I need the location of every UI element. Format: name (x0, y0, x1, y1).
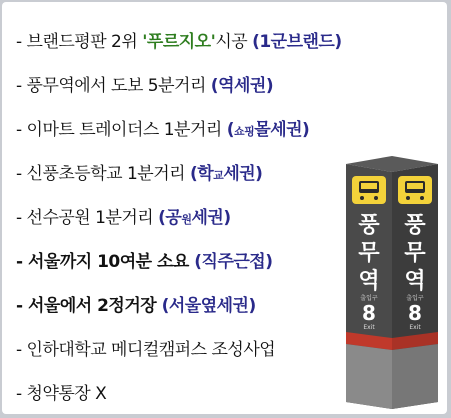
item-text: - 이마트 트레이더스 1분거리 (16, 120, 227, 140)
item-campus (16, 335, 275, 360)
exit-word: Exit (363, 324, 375, 331)
item-text: - 인하대학교 메디컬캠퍼스 조성사업 (16, 340, 276, 360)
station-char: 풍 (358, 213, 380, 238)
item-emart (16, 115, 309, 140)
item-seoul-stops (16, 291, 256, 316)
item-text: - 풍무역에서 도보 5분거리 (16, 76, 211, 96)
item-text: - 청약통장 X (16, 384, 107, 404)
item-tag: (서울옆세권) (161, 296, 256, 316)
item-station (16, 71, 273, 96)
item-brand (16, 27, 342, 52)
station-char: 역 (404, 269, 426, 294)
exit-label: 출입구 (406, 295, 424, 302)
item-tag: (학교세권) (189, 164, 263, 184)
brand-name: '푸르지오' (142, 32, 216, 52)
sign-base-right (392, 344, 438, 409)
exit-label: 출입구 (360, 295, 378, 302)
item-text: - 서울에서 2정거장 (16, 296, 162, 316)
train-icon (398, 176, 432, 204)
item-text: 시공 (215, 32, 253, 52)
item-tag: (역세권) (210, 76, 274, 96)
station-char: 풍 (404, 213, 426, 238)
item-park (16, 203, 231, 228)
train-icon (352, 176, 386, 204)
item-tag: (직주근접) (194, 252, 273, 272)
item-tag: (공원세권) (158, 208, 231, 228)
item-text: - 선수공원 1분거리 (16, 208, 159, 228)
item-text: - 서울까지 10여분 소요 (16, 252, 195, 272)
item-text: - 신풍초등학교 1분거리 (16, 164, 190, 184)
station-char: 무 (358, 241, 380, 266)
exit-number: 8 (362, 301, 376, 325)
sign-base-left (346, 344, 392, 409)
item-seoul-time (16, 247, 273, 272)
exit-number: 8 (408, 301, 422, 325)
station-char: 역 (358, 269, 380, 294)
station-exit-sign (342, 154, 442, 412)
item-tag: (1군브랜드) (252, 32, 342, 52)
item-text: - 브랜드평판 2위 (16, 32, 143, 52)
item-subscription (16, 379, 106, 404)
station-char: 무 (404, 241, 426, 266)
exit-word: Exit (409, 324, 421, 331)
item-school (16, 159, 262, 184)
content-card (2, 2, 447, 414)
item-tag: (쇼핑몰세권) (226, 120, 310, 140)
